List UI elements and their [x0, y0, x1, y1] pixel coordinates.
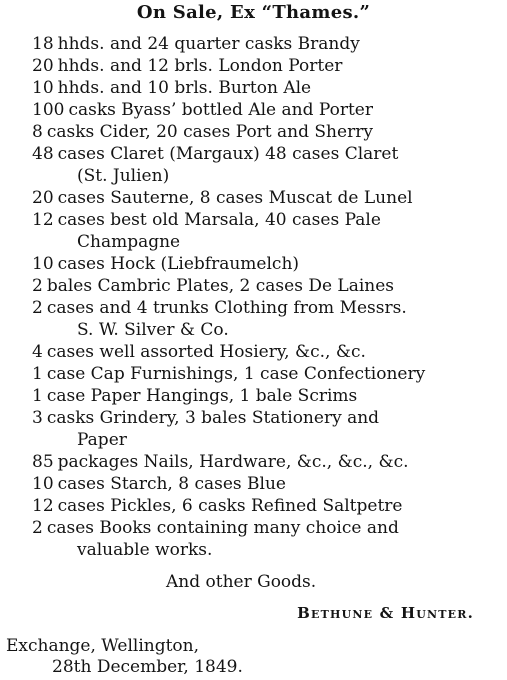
item-quantity: 2: [32, 518, 43, 538]
merchant-signature: Bethune & Hunter.: [297, 604, 474, 622]
item-continuation: valuable works.: [77, 540, 213, 560]
item-continuation: S. W. Silver & Co.: [77, 320, 229, 340]
item-quantity: 10: [32, 474, 54, 494]
item-description: casks Grindery, 3 bales Stationery and: [46, 408, 380, 428]
list-item: [0, 517, 507, 561]
item-continuation: (St. Julien): [77, 166, 170, 186]
item-description: packages Nails, Hardware, &c., &c., &c.: [57, 452, 409, 472]
item-description: casks Cider, 20 cases Port and Sherry: [46, 122, 373, 142]
item-description: case Paper Hangings, 1 bale Scrims: [46, 386, 358, 406]
list-item: [0, 253, 507, 275]
item-quantity: 8: [32, 122, 43, 142]
item-quantity: 1: [32, 386, 43, 406]
list-item: [0, 407, 507, 451]
list-item: [0, 209, 507, 253]
list-item: [0, 451, 507, 473]
item-quantity: 2: [32, 298, 43, 318]
list-item: [0, 385, 507, 407]
item-description: cases Sauterne, 8 cases Muscat de Lunel: [57, 188, 413, 208]
list-item: [0, 187, 507, 209]
date-line: 28th December, 1849.: [52, 657, 243, 677]
list-item: [0, 143, 507, 187]
item-quantity: 85: [32, 452, 54, 472]
item-continuation: Champagne: [77, 232, 181, 252]
item-description: cases Pickles, 6 casks Refined Saltpetre: [57, 496, 403, 516]
item-description: cases well assorted Hosiery, &c., &c.: [46, 342, 366, 362]
item-description: cases Starch, 8 cases Blue: [57, 474, 286, 494]
item-quantity: 48: [32, 144, 54, 164]
list-item: [0, 121, 507, 143]
item-description: hhds. and 10 brls. Burton Ale: [57, 78, 312, 98]
list-item: [0, 99, 507, 121]
item-description: hhds. and 24 quarter casks Brandy: [57, 34, 360, 54]
heading-text: On Sale, Ex “Thames.”: [136, 2, 371, 23]
list-item: [0, 341, 507, 363]
item-description: case Cap Furnishings, 1 case Confectionery: [46, 364, 426, 384]
item-quantity: 2: [32, 276, 43, 296]
list-item: [0, 55, 507, 77]
item-quantity: 1: [32, 364, 43, 384]
item-continuation: Paper: [77, 430, 127, 450]
list-item: [0, 363, 507, 385]
item-description: cases Claret (Margaux) 48 cases Claret: [57, 144, 399, 164]
list-item: [0, 495, 507, 517]
item-quantity: 4: [32, 342, 43, 362]
item-quantity: 12: [32, 496, 54, 516]
place-line: Exchange, Wellington,: [6, 636, 200, 656]
item-quantity: 3: [32, 408, 43, 428]
item-quantity: 10: [32, 78, 54, 98]
item-description: hhds. and 12 brls. London Porter: [57, 56, 343, 76]
list-item: [0, 77, 507, 99]
item-description: casks Byass’ bottled Ale and Porter: [68, 100, 373, 120]
item-description: cases best old Marsala, 40 cases Pale: [57, 210, 381, 230]
item-quantity: 10: [32, 254, 54, 274]
list-item: [0, 275, 507, 297]
closing-line: And other Goods.: [166, 572, 317, 592]
list-item: [0, 33, 507, 55]
item-description: cases Hock (Liebfraumelch): [57, 254, 300, 274]
item-quantity: 20: [32, 188, 54, 208]
item-quantity: 18: [32, 34, 54, 54]
item-description: bales Cambric Plates, 2 cases De Laines: [46, 276, 395, 296]
item-quantity: 100: [32, 100, 65, 120]
advertisement-heading: [0, 2, 507, 24]
goods-list: [0, 33, 507, 561]
item-quantity: 12: [32, 210, 54, 230]
list-item: [0, 297, 507, 341]
item-description: cases Books containing many choice and: [46, 518, 399, 538]
item-description: cases and 4 trunks Clothing from Messrs.: [46, 298, 407, 318]
item-quantity: 20: [32, 56, 54, 76]
list-item: [0, 473, 507, 495]
